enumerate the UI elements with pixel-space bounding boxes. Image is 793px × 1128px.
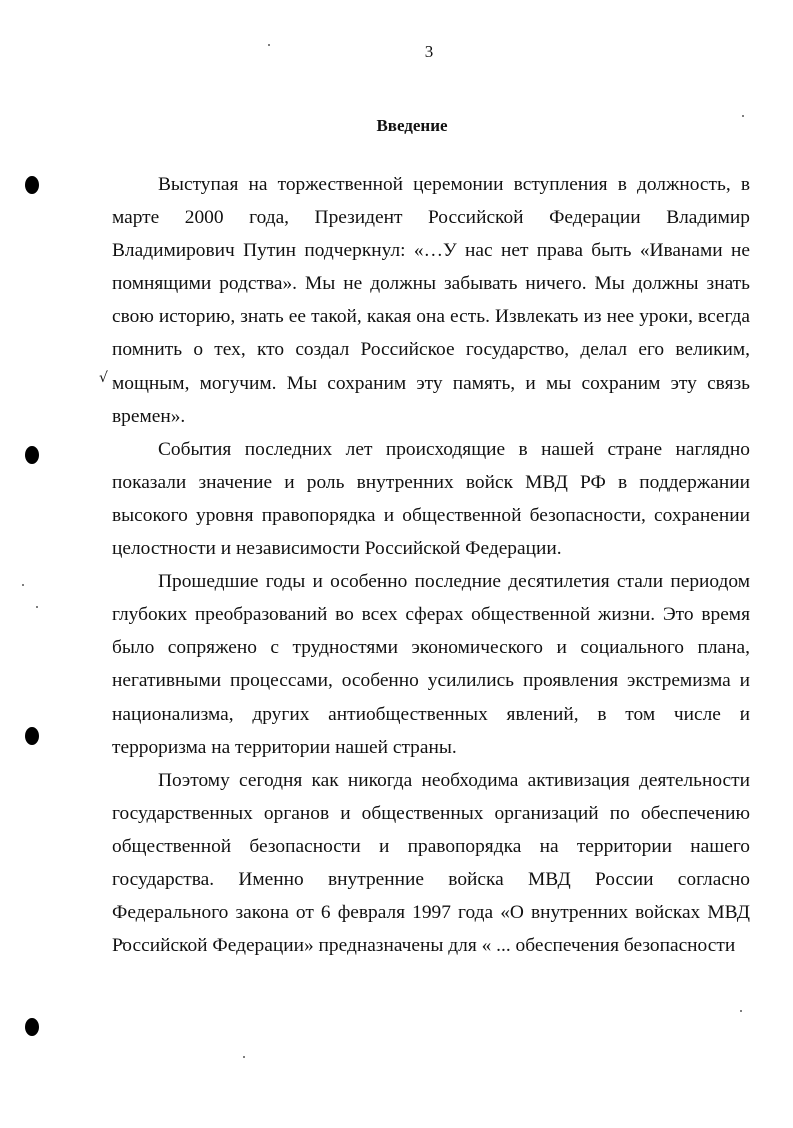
punch-hole [25,727,39,745]
punch-hole [25,176,39,194]
margin-check-mark: √ [99,370,108,386]
body-text [112,168,750,962]
page-title: Введение [376,116,448,135]
paragraph: Выступая на торжественной церемонии вступления в должность, в марте 2000 года, Президент Российской Федерации Владимир Владимирович Путин подчеркнул: «…У нас нет права быть «Иванами не помнящими родства». Мы не должны забывать ничего. Мы должны знать свою историю, знать ее такой, какая она есть. Извлекать из нее уроки, всегда помнить о тех, кто создал Российское государство, делал его великим, мощным, могучим. Мы сохраним эту память, и мы сохраним эту связь времен». [112,174,750,427]
punch-hole [25,446,39,464]
scan-speck [36,606,38,608]
paragraph: Поэтому сегодня как никогда необходима активизация деятельности государственных органов и общественных организаций по обеспечению общественной безопасности и правопорядка на территории нашего государства. Именно внутренние войска МВД России согласно Федерального закона от 6 февраля 1997 года «О внутренних войсках МВД Российской Федерации» предназначены для « ... обеспечения безопасности [112,769,750,957]
scan-speck [740,1010,742,1012]
scan-speck [22,584,24,586]
scan-speck [243,1056,245,1058]
page-number: 3 [424,42,434,61]
punch-hole [25,1018,39,1036]
paragraph: Прошедшие годы и особенно последние десятилетия стали периодом глубоких преобразований во всех сферах общественной жизни. Это время было сопряжено с трудностями экономического и социального плана, негативными процессами, особенно усилились проявления экстремизма и национализма, других антиобщественных явлений, в том числе и терроризма на территории нашей страны. [112,571,750,758]
paragraph: События последних лет происходящие в нашей стране наглядно показали значение и роль внутренних войск МВД РФ в поддержании высокого уровня правопорядка и общественной безопасности, сохранении целостности и независимости Российской Федерации. [112,438,750,560]
